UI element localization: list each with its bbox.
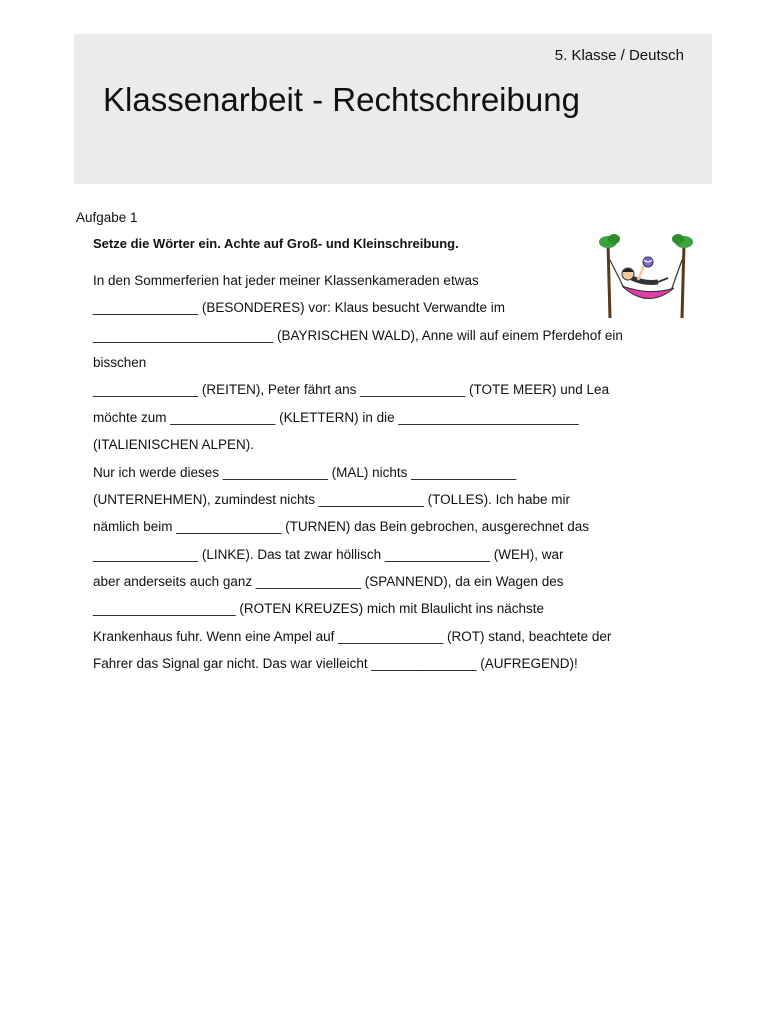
exercise-line: (UNTERNEHMEN), zumindest nichts ______________ (TOLLES). Ich habe mir xyxy=(93,492,570,507)
header-box xyxy=(74,34,712,184)
exercise-line: möchte zum ______________ (KLETTERN) in die ________________________ xyxy=(93,410,579,425)
task-label: Aufgabe 1 xyxy=(76,210,138,225)
exercise-line: Nur ich werde dieses ______________ (MAL) nichts ______________ xyxy=(93,465,517,480)
exercise-line: aber anderseits auch ganz ______________ (SPANNEND), da ein Wagen des xyxy=(93,574,564,589)
exercise-line: ______________ (BESONDERES) vor: Klaus besucht Verwandte im xyxy=(93,300,505,315)
exercise-line: nämlich beim ______________ (TURNEN) das Bein gebrochen, ausgerechnet das xyxy=(93,519,590,534)
hammock-person-icon xyxy=(598,230,698,322)
page-title: Klassenarbeit - Rechtschreibung xyxy=(103,81,580,118)
exercise-line: ______________ (LINKE). Das tat zwar höllisch ______________ (WEH), war xyxy=(93,547,564,562)
exercise-line: ________________________ (BAYRISCHEN WALD), Anne will auf einem Pferdehof ein xyxy=(93,328,623,343)
exercise-line: ______________ (REITEN), Peter fährt ans ______________ (TOTE MEER) und Lea xyxy=(93,382,610,397)
exercise-line: In den Sommerferien hat jeder meiner Klassenkameraden etwas xyxy=(93,273,479,288)
exercise-line: Krankenhaus fuhr. Wenn eine Ampel auf ______________ (ROT) stand, beachtete der xyxy=(93,629,612,644)
exercise-line: ___________________ (ROTEN KREUZES) mich mit Blaulicht ins nächste xyxy=(93,601,544,616)
exercise-line: bisschen xyxy=(93,355,147,370)
exercise-line: (ITALIENISCHEN ALPEN). xyxy=(93,437,255,452)
task-instruction: Setze die Wörter ein. Achte auf Groß- und Kleinschreibung. xyxy=(93,236,459,251)
exercise-line: Fahrer das Signal gar nicht. Das war vielleicht ______________ (AUFREGEND)! xyxy=(93,656,578,671)
grade-subject-label: 5. Klasse / Deutsch xyxy=(554,47,684,64)
